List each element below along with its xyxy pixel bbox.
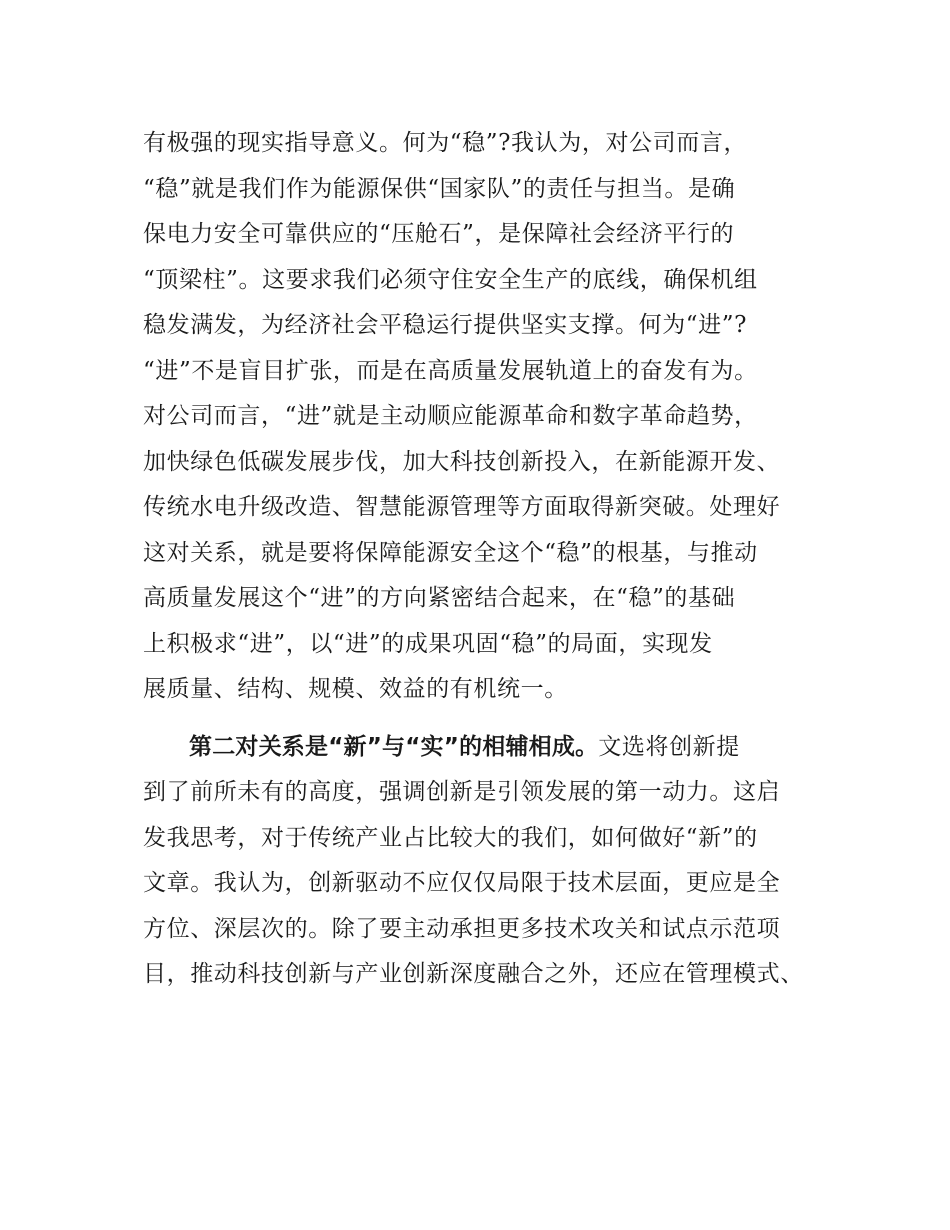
document-body (143, 121, 843, 998)
paragraph-2-heading: 第二对关系是“新”与“实”的相辅相成。 (189, 733, 599, 760)
text-line: “进”不是盲目扩张，而是在高质量发展轨道上的奋发有为。 (143, 357, 758, 384)
text-line: 传统水电升级改造、智慧能源管理等方面取得新突破。处理好 (143, 494, 781, 520)
text-line: 目，推动科技创新与产业创新深度融合之外，还应在管理模式、 (143, 961, 804, 987)
text-line: 加快绿色低碳发展步伐，加大科技创新投入，在新能源开发、 (143, 448, 781, 475)
paragraph-2-first-line (143, 725, 843, 771)
paragraph-gap (143, 713, 843, 725)
text-line: 发我思考，对于传统产业占比较大的我们，如何做好“新”的 (143, 824, 758, 851)
text-line: 稳发满发，为经济社会平稳运行提供坚实支撑。何为“进”? (143, 312, 748, 338)
paragraph-2 (143, 725, 843, 998)
text-line: 对公司而言，“进”就是主动顺应能源革命和数字革命趋势， (143, 403, 758, 429)
text-line: 上积极求“进”，以“进”的成果巩固“稳”的局面，实现发 (143, 630, 713, 657)
text-line: 高质量发展这个“进”的方向紧密结合起来，在“稳”的基础 (143, 585, 736, 611)
paragraph-2-first-line-rest: 文选将创新提 (598, 733, 740, 760)
text-line: 到了前所未有的高度，强调创新是引领发展的第一动力。这启 (143, 779, 781, 805)
text-line: “稳”就是我们作为能源保供“国家队”的责任与担当。是确 (143, 175, 736, 202)
text-line: 这对关系，就是要将保障能源安全这个“稳”的根基，与推动 (143, 539, 758, 566)
text-line: 方位、深层次的。除了要主动承担更多技术攻关和试点示范项 (143, 915, 781, 942)
paragraph-1 (143, 121, 843, 713)
text-line: 有极强的现实指导意义。何为“稳”?我认为，对公司而言， (143, 130, 748, 156)
text-line: 保电力安全可靠供应的“压舱石”，是保障社会经济平行的 (143, 221, 735, 247)
text-line: 展质量、结构、规模、效益的有机统一。 (143, 676, 568, 702)
text-line: 文章。我认为，创新驱动不应仅仅局限于技术层面，更应是全 (143, 870, 781, 896)
text-line: “顶梁柱”。这要求我们必须守住安全生产的底线，确保机组 (143, 266, 758, 293)
